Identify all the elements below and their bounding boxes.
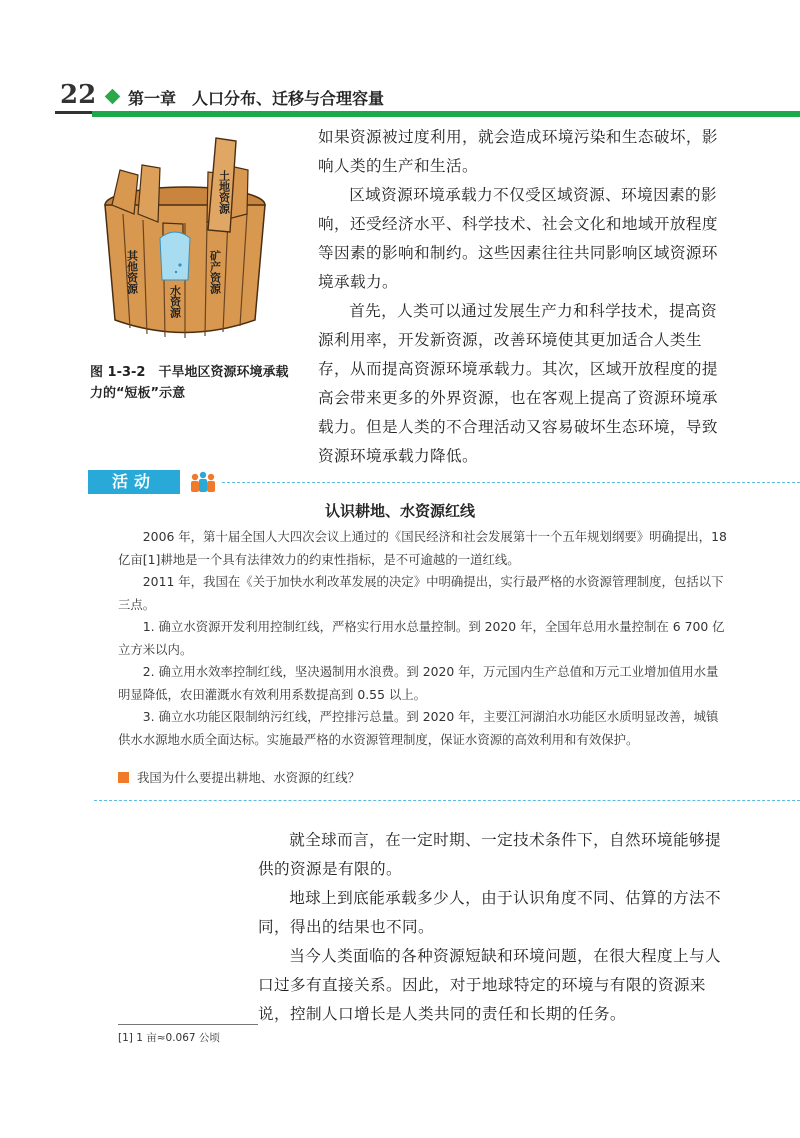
activity-question	[118, 768, 728, 788]
people-icon	[188, 470, 218, 494]
footnote-rule	[118, 1024, 258, 1025]
diamond-icon	[105, 89, 121, 105]
barrel-illustration	[90, 130, 290, 350]
paragraph: 如果资源被过度利用，就会造成环境污染和生态破坏，影响人类的生产和生活。	[318, 128, 718, 175]
footnote: [1] 1 亩≈0.067 公顷	[118, 1032, 220, 1044]
page-header	[0, 0, 800, 116]
activity-divider	[222, 482, 800, 483]
other-label: 其他资源	[125, 250, 139, 294]
header-rule-green	[92, 111, 800, 117]
water-label: 水资源	[168, 285, 182, 318]
activity-title: 认识耕地、水资源红线	[324, 502, 475, 520]
activity-body	[118, 526, 728, 751]
header-rule-dark	[55, 111, 95, 114]
page-number: 22	[60, 80, 97, 110]
activity-paragraph: 2. 确立用水效率控制红线，坚决遏制用水浪费。到 2020 年，万元国内生产总值和万元工业增加值用水量明显降低，农田灌溉水有效利用系数提高到 0.55 以上。	[118, 664, 719, 702]
activity-paragraph: 3. 确立水功能区限制纳污红线，严控排污总量。到 2020 年，主要江河湖泊水功能区水质明显改善，城镇供水水源地水质全面达标。实施最严格的水资源管理制度，保证水资源的高效利用和有效保护。	[118, 709, 719, 747]
lower-text-column	[258, 826, 728, 1029]
paragraph: 就全球而言，在一定时期、一定技术条件下，自然环境能够提供的资源是有限的。	[258, 831, 722, 878]
activity-paragraph: 2011 年，我国在《关于加快水利改革发展的决定》中明确提出，实行最严格的水资源管理制度，包括以下三点。	[118, 574, 724, 612]
land-label: 土地资源	[217, 170, 231, 214]
activity-paragraph: 2006 年，第十届全国人大四次会议上通过的《国民经济和社会发展第十一个五年规划纲要》明确提出，18 亿亩[1]耕地是一个具有法律效力的约束性指标，是不可逾越的一道红线。	[118, 529, 727, 567]
barrel-figure	[90, 130, 290, 350]
mineral-label: 矿产资源	[208, 250, 222, 294]
chapter-title: 第一章 人口分布、迁移与合理容量	[128, 89, 385, 108]
paragraph: 当今人类面临的各种资源短缺和环境问题，在很大程度上与人口过多有直接关系。因此，对于地球特定的环境与有限的资源来说，控制人口增长是人类共同的责任和长期的任务。	[258, 947, 722, 1023]
paragraph: 首先，人类可以通过发展生产力和科学技术，提高资源利用率，开发新资源，改善环境使其更加适合人类生存，从而提高资源环境承载力。其次，区域开放程度的提高会带来更多的外界资源，也在客观上提高了资源环境承载力。但是人类的不合理活动又容易破坏生态环境，导致资源环境承载力降低。	[318, 302, 718, 465]
square-bullet-icon	[118, 772, 129, 783]
right-text-column	[318, 123, 728, 471]
figure-caption: 图 1-3-2 干旱地区资源环境承载力的“短板”示意	[90, 365, 289, 401]
activity-paragraph: 1. 确立水资源开发利用控制红线，严格实行用水总量控制。到 2020 年，全国年总用水量控制在 6 700 亿立方米以内。	[118, 619, 725, 657]
activity-question-text: 我国为什么要提出耕地、水资源的红线？	[137, 770, 361, 785]
activity-badge: 活动	[88, 470, 180, 494]
paragraph: 区域资源环境承载力不仅受区域资源、环境因素的影响，还受经济水平、科学技术、社会文化和地域开放程度等因素的影响和制约。这些因素往往共同影响区域资源环境承载力。	[318, 186, 718, 291]
activity-bottom-divider	[94, 800, 800, 801]
paragraph: 地球上到底能承载多少人，由于认识角度不同、估算的方法不同，得出的结果也不同。	[258, 889, 722, 936]
